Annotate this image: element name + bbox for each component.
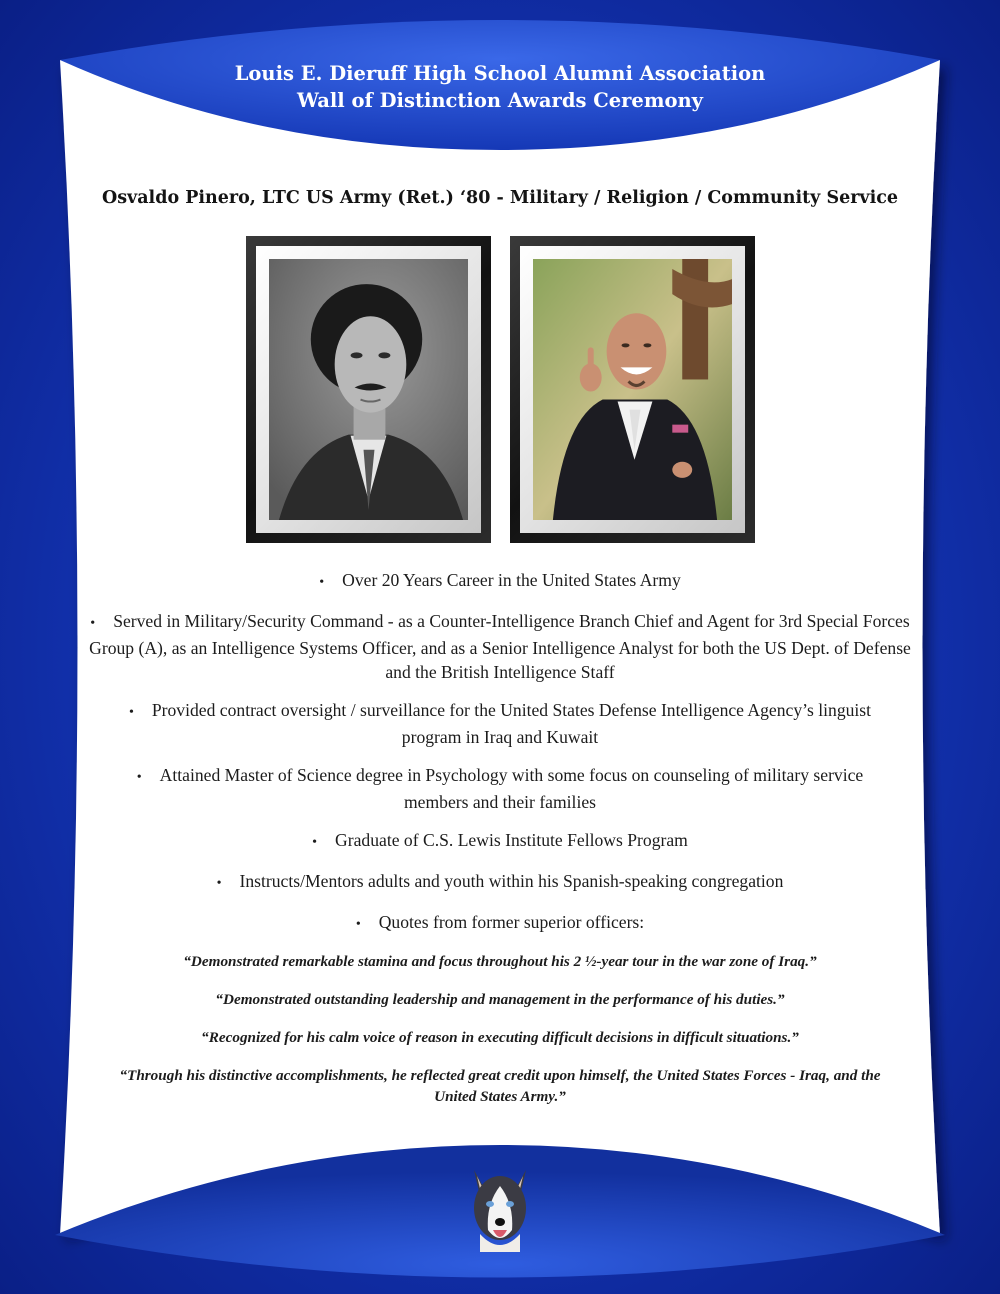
current-photo-frame — [510, 236, 755, 543]
bullet-item — [80, 828, 920, 855]
bullet-marker: • — [319, 575, 325, 590]
bullet-marker: • — [216, 876, 222, 891]
honoree-title: Osvaldo Pinero, LTC US Army (Ret.) ‘80 - Military / Religion / Community Service — [101, 188, 899, 208]
bullet-text: Graduate of C.S. Lewis Institute Fellows Program — [335, 830, 688, 850]
header-line-1: Louis E. Dieruff High School Alumni Association — [234, 62, 766, 85]
quote: “Demonstrated remarkable stamina and focus throughout his 2 ½-year tour in the war zone of Iraq.” — [183, 953, 817, 970]
bullet-marker: • — [90, 616, 96, 631]
bullet-item — [80, 763, 920, 814]
page-header — [0, 60, 1000, 114]
bullet-marker: • — [312, 835, 318, 850]
bullet-marker: • — [128, 705, 134, 720]
bullet-item — [80, 568, 920, 595]
bullet-item — [80, 609, 920, 684]
bullet-item — [80, 910, 920, 937]
yearbook-photo — [269, 259, 468, 520]
bullet-text: Over 20 Years Career in the United States Army — [342, 570, 681, 590]
quote: “Through his distinctive accomplishments, he reflected great credit upon himself, the United States Forces - Iraq, and the United States Army.” — [119, 1067, 881, 1105]
bullet-text: Quotes from former superior officers: — [378, 912, 645, 932]
photo-mat — [520, 246, 745, 533]
accomplishments — [80, 568, 920, 1124]
bullet-marker: • — [136, 770, 142, 785]
bullet-item — [80, 869, 920, 896]
bullet-text: Instructs/Mentors adults and youth within his Spanish-speaking congregation — [239, 871, 784, 891]
bullet-marker: • — [355, 917, 361, 932]
quote: “Recognized for his calm voice of reason in executing difficult decisions in difficult situations.” — [201, 1029, 799, 1046]
photo-mat — [256, 246, 481, 533]
bullet-text: Attained Master of Science degree in Psychology with some focus on counseling of military service members and their families — [159, 765, 864, 812]
bullet-item — [80, 698, 920, 749]
bullet-text: Served in Military/Security Command - as a Counter-Intelligence Branch Chief and Agent for 3rd Special Forces Group (A), as an Intelligence Systems Officer, and as a Senior Intelligence Analyst for both the US Dept. of Defense and the British Intelligence Staff — [89, 611, 911, 682]
yearbook-photo-frame — [246, 236, 491, 543]
current-photo — [533, 259, 732, 520]
bullet-text: Provided contract oversight / surveillance for the United States Defense Intelligence Agency’s linguist program in Iraq and Kuwait — [151, 700, 872, 747]
header-line-2: Wall of Distinction Awards Ceremony — [297, 89, 703, 112]
quote: “Demonstrated outstanding leadership and management in the performance of his duties.” — [215, 991, 785, 1008]
husky-mascot-icon — [466, 1164, 534, 1254]
